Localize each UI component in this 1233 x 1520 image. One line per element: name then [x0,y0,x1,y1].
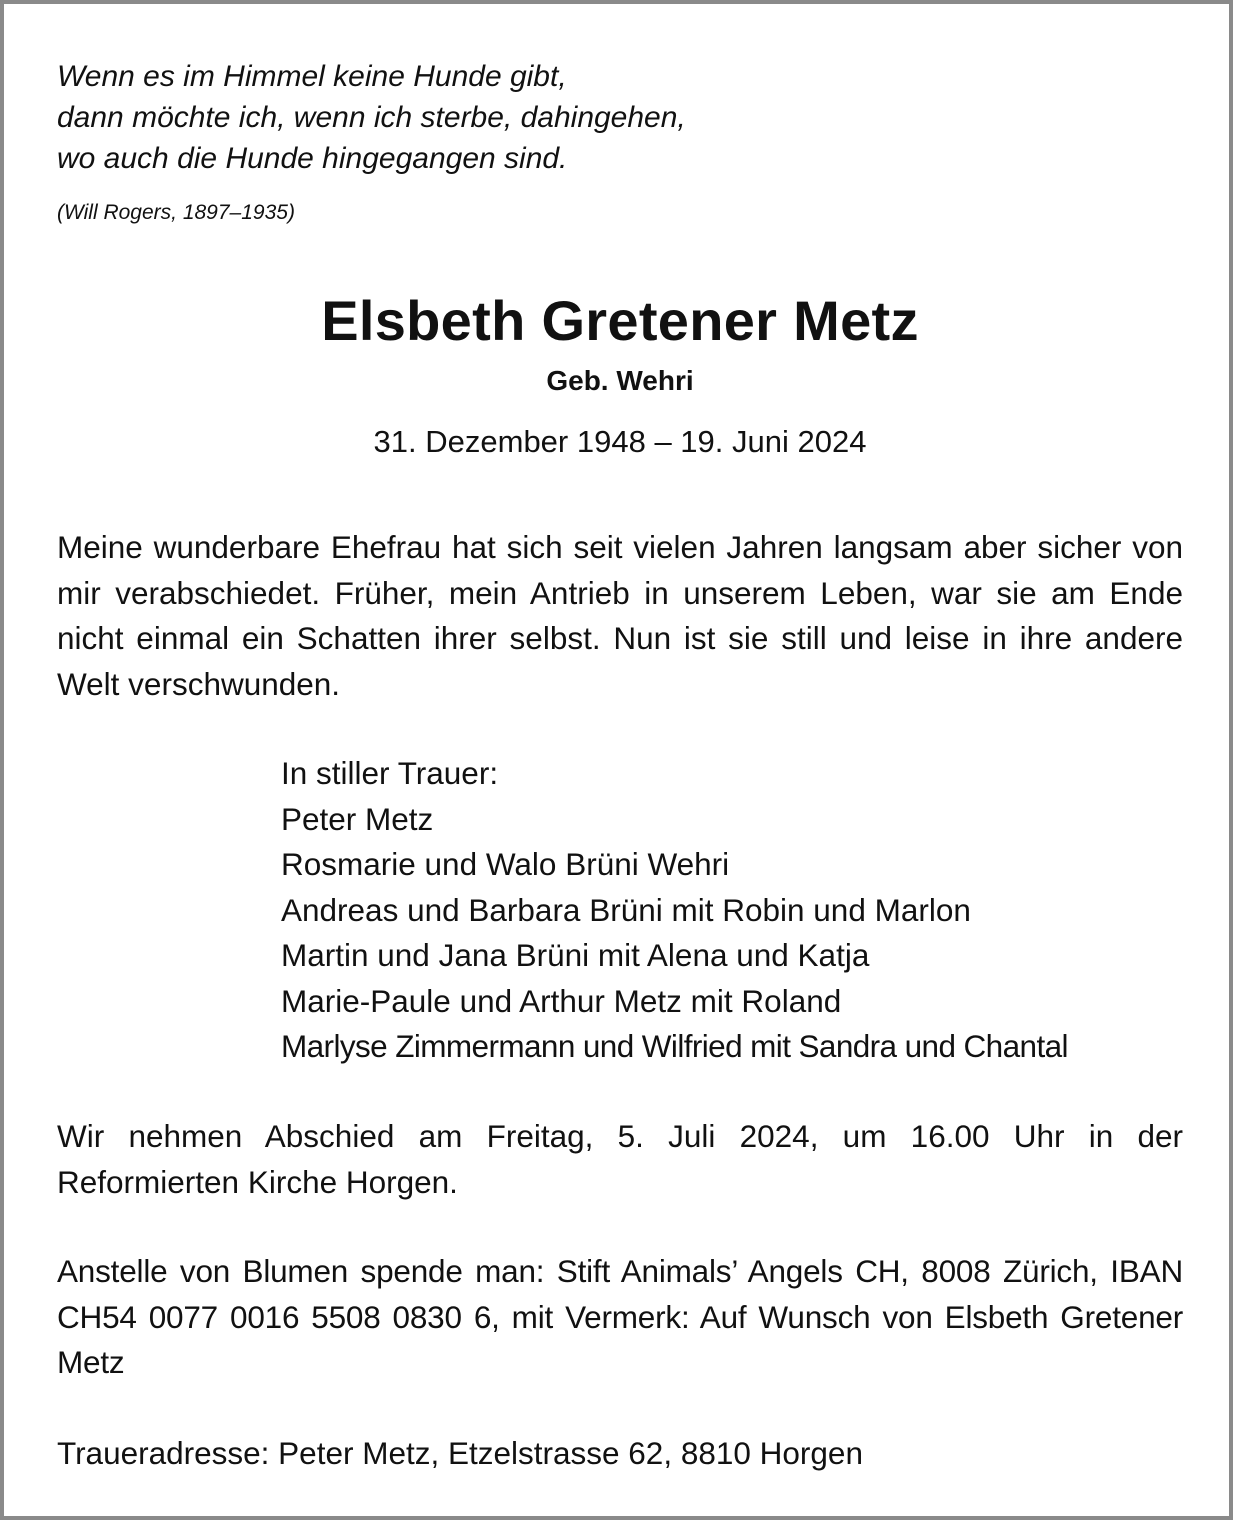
message-paragraph: Meine wunderbare Ehefrau hat sich seit vielen Jahren langsam aber sicher von mir verabschiedet. Früher, mein Antrieb in unserem Leben, war sie am Ende nicht einmal ein Schatten ihrer selbst. Nun ist sie still und leise in ihre andere Welt verschwunden. [57,529,1183,702]
mourners-heading: In stiller Trauer: [281,755,499,791]
mourner-name: Marie-Paule und Arthur Metz mit Roland [281,982,842,1019]
quote-line: Wenn es im Himmel keine Hunde gibt, [57,60,567,93]
maiden-name: Geb. Wehri [546,365,694,396]
mourner-name: Martin und Jana Brüni mit Alena und Katja [281,937,870,973]
donation-paragraph: Anstelle von Blumen spende man: Stift Animals’ Angels CH, 8008 Zürich, IBAN CH54 0077 0016 5508 0830 6, mit Vermerk: Auf Wunsch von Elsbeth Gretener Metz [57,1253,1183,1380]
quote-line: dann möchte ich, wenn ich sterbe, dahingehen, [57,101,686,134]
deceased-name: Elsbeth Gretener Metz [321,289,919,352]
mourning-address: Traueradresse: Peter Metz, Etzelstrasse 62, 8810 Horgen [57,1435,863,1471]
mourner-name: Marlyse Zimmermann und Wilfried mit Sandra und Chantal [281,1028,1068,1064]
mourner-name: Rosmarie und Walo Brüni Wehri [281,846,730,882]
life-dates: 31. Dezember 1948 – 19. Juni 2024 [373,424,867,459]
mourner-name: Peter Metz [281,800,434,837]
epigraph-quote [57,56,686,179]
farewell-paragraph: Wir nehmen Abschied am Freitag, 5. Juli 2024, um 16.00 Uhr in der Reformierten Kirche Horgen. [57,1118,1183,1200]
quote-attribution: (Will Rogers, 1897–1935) [57,201,295,224]
mourners-list [281,751,1183,1070]
quote-line: wo auch die Hunde hingegangen sind. [57,142,568,175]
mourner-name: Andreas und Barbara Brüni mit Robin und Marlon [281,891,971,928]
